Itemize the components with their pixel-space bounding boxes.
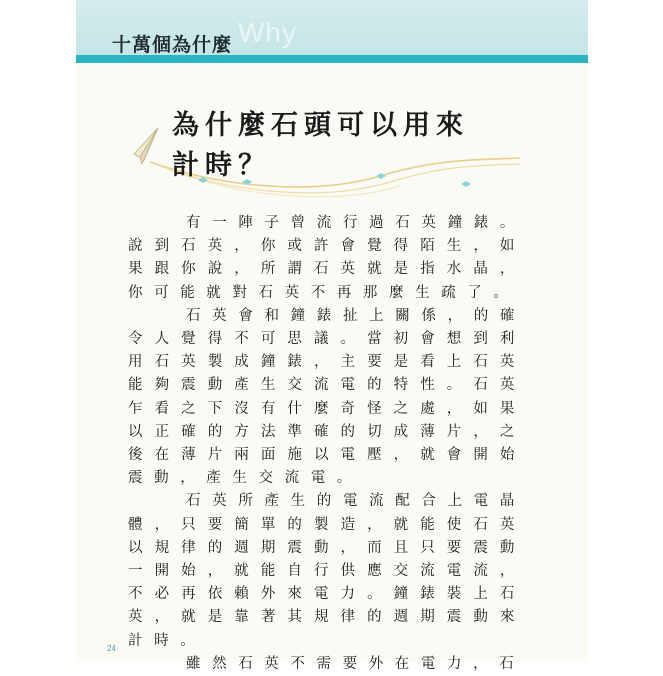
body-paragraph-4: 雖然石英不需要外在電力，石: [186, 655, 526, 672]
body-paragraph-3: 石英所產生的電流配合上電晶體，只要簡單的製造，就能使石英以規律的週期震動，而且只要震動一開始，就能自行供應交流電流，不必再依賴外來電力。鐘錶裝上石英，就是靠著其規律的週期震動來計時。: [128, 493, 526, 649]
question-title-line-1: 為什麼石頭可以用來: [172, 110, 469, 141]
body-paragraph-2: 石英會和鐘錶扯上關係，的確令人覺得不可思議。當初會想到利用石英製成鐘錶，主要是看上石英能夠震動產生交流電的特性。石英乍看之下沒有什麼奇怪之處，如果以正確的方法準確的切成薄片，之後在薄片兩面施以電壓，就會開始震動，產生交流電。: [128, 307, 526, 487]
paper-airplane-icon: [134, 128, 158, 164]
body-paragraph-1: 有一陣子曾流行過石英鐘錶。說到石英，你或許會覺得陌生，如果跟你說，所謂石英就是指水晶，你可能就對石英不再那麼生疏了。: [128, 215, 526, 301]
page-number: 24: [107, 644, 116, 653]
body-text: [128, 212, 526, 676]
question-title: [172, 106, 469, 186]
question-title-line-2: 計時？: [172, 150, 271, 181]
series-why-watermark: Why: [238, 17, 297, 48]
series-title: 十萬個為什麼: [112, 34, 233, 56]
